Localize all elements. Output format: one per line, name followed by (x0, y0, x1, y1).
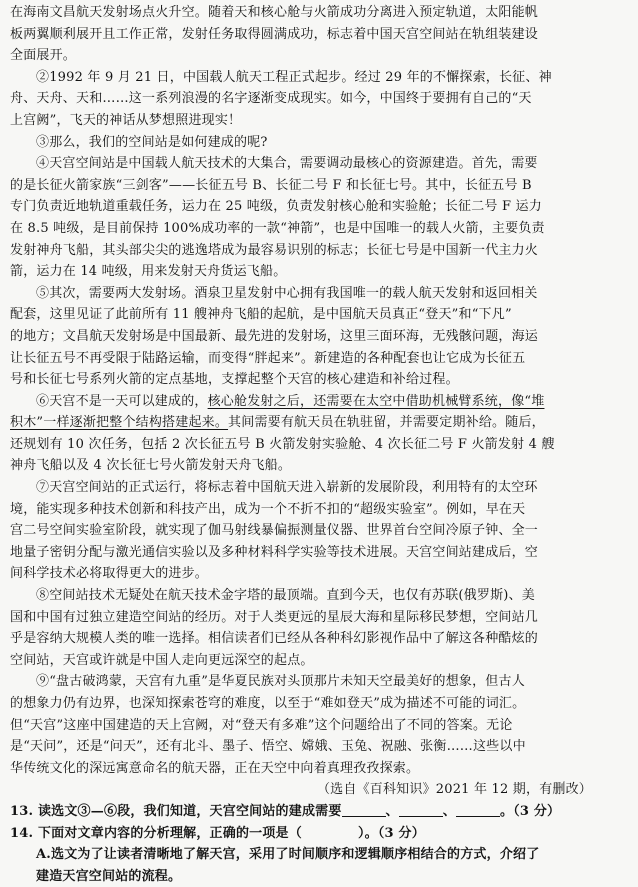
text-line: 号和长征七号系列火箭的定点基地，支撑起整个天宫的核心建造和补给过程。 (10, 372, 459, 388)
text-line: 还规划有 10 次任务，包括 2 次长征五号 B 火箭发射实验舱、4 次长征二号 F 火箭发射 4 艘 (10, 436, 555, 452)
option-a (10, 844, 628, 887)
answer-blank[interactable] (456, 803, 500, 817)
text-line: 配套，这里见证了此前所有 11 艘神舟飞船的起航，是中国航天员真正“登天”和“下凡” (10, 307, 512, 323)
text-line: 的想象力仍有边界，也深知探索苍穹的难度，以至于“难如登天”成为描述不可能的词汇。 (10, 696, 526, 711)
text-line: 的地方；文昌航天发射场是中国最新、最先进的发射场，这里三面环海，无残骸问题，海运 (10, 328, 539, 344)
text-line: 空间站，天宫或许就是中国人走向更远深空的起点。 (10, 652, 314, 668)
option-line: 建造天宫空间站的流程。 (36, 868, 182, 884)
text-line: ⑨“盘古破鸿蒙，天宫有九重”是华夏民族对头顶那片未知天空最美好的想象，但古人 (36, 674, 525, 690)
text-line: ②1992 年 9 月 21 日，中国载人航天工程正式起步。经过 29 年的不懈探索，长征、神 (36, 69, 552, 85)
question-score: ）。（3 分） (357, 825, 425, 841)
text-line: 在 8.5 吨级，是目前保持 100%成功率的一款“神箭”，也是中国唯一的载人火箭，主要负责 (10, 220, 545, 236)
question-13 (10, 801, 628, 823)
text-line: ⑦天宫空间站的正式运行，将标志着中国航天进入崭新的发展阶段，利用特有的太空环 (36, 480, 538, 496)
text-line: 发射神舟飞船，其头部尖尖的逃逸塔成为最容易识别的标志；长征七号是中国新一代主力火 (10, 242, 539, 258)
text-line: ⑤其次，需要两大发射场。酒泉卫星发射中心拥有我国唯一的载人航天发射和返回相关 (36, 285, 538, 301)
underlined-text: 积木”一样逐渐把整个结构搭建起来。 (10, 415, 229, 431)
text-line: 全面展开。 (10, 48, 77, 64)
answer-blank[interactable] (399, 803, 443, 817)
text-line: 国和中国有过独立建造空间站的经历。对于人类更远的星辰大海和星际移民梦想，空间站几 (10, 609, 539, 625)
text-line: ④天宫空间站是中国载人航天技术的大集合，需要调动最核心的资源建造。首先，需要 (36, 156, 538, 172)
answer-blank[interactable] (342, 803, 386, 817)
text-line: 神舟飞船以及 4 次长征七号火箭发射天舟飞船。 (10, 458, 292, 474)
text-segment: 其间需要有航天员在轨驻留，并需要定期补给。随后， (228, 415, 545, 431)
text-line: ③那么，我们的空间站是如何建成的呢? (36, 134, 268, 150)
text-line: 让长征五号不再受限于陆路运输，而变得“胖起来”。新建造的各种配套也让它成为长征五 (10, 350, 526, 366)
text-line: 宫二号空间实验室阶段，就实现了伽马射线暴偏振测量仪器、世界首台空间冷原子钟、全一 (10, 523, 539, 539)
paragraph-7 (10, 477, 628, 585)
paragraph-5 (10, 283, 628, 391)
text-line: 上宫阙”，飞天的神话从梦想照进现实！ (10, 112, 242, 128)
text-line (10, 412, 628, 434)
paragraph-8 (10, 585, 628, 671)
paragraph-1 (10, 2, 628, 67)
option-line: A.选文为了让读者清晰地了解天宫，采用了时间顺序和逻辑顺序相结合的方式，介绍了 (36, 847, 540, 863)
text-line: 的是长征火箭家族“三剑客”——长征五号 B、长征二号 F 和长征七号。其中，长征五号 B (10, 177, 532, 193)
underlined-text: 核心舱发射之后，还需要在太空中借助机械臂系统，像“堆 (207, 393, 545, 409)
separator: 、 (442, 803, 456, 819)
separator: 、 (385, 803, 399, 819)
question-text: 13. 读选文③—⑥段，我们知道，天宫空间站的建成需要 (10, 803, 342, 819)
text-line: 箭，运力在 14 吨级，用来发射天舟货运飞船。 (10, 264, 287, 280)
text-segment: ⑥天宫不是一天可以建成的， (36, 393, 208, 409)
source-citation: （选自《百科知识》2021 年 12 期，有删改） (316, 782, 592, 798)
text-line: 板两翼顺利展开且工作正常，发射任务取得圆满成功，标志着中国天宫空间站在轨组装建设 (10, 26, 539, 42)
text-line: 专门负责近地轨道重载任务，运力在 25 吨级，负责发射核心舱和实验舱；长征二号 F 运力 (10, 199, 542, 215)
text-line: 间科学技术必将取得更大的进步。 (10, 566, 209, 582)
text-line: 但“天宫”这座中国建造的天上宫阙，对“登天有多难”这个问题给出了不同的答案。无论 (10, 717, 513, 733)
text-line: 在海南文昌航天发射场点火升空。随着天和核心舱与火箭成功分离进入预定轨道，太阳能帆 (10, 5, 539, 20)
text-line: 乎是容纳大规模人类的唯一选择。相信读者们已经从各种科幻影视作品中了解这各种酷炫的 (10, 631, 539, 647)
text-line: 是“天问”，还是“问天”，还有北斗、墨子、悟空、嫦娥、玉兔、祝融、张衡……这些以中 (10, 739, 526, 755)
paragraph-6 (10, 391, 628, 477)
paragraph-4 (10, 153, 628, 283)
text-line: 舟、天舟、天和……这一系列浪漫的名字逐渐变成现实。如今，中国终于要拥有自己的“天 (10, 91, 532, 107)
answer-slot[interactable] (302, 824, 358, 837)
text-line: 华传统文化的深远寓意命名的航天器，正在天空中向着真理孜孜探索。 (10, 760, 420, 776)
text-line (10, 391, 628, 413)
paragraph-2 (10, 67, 628, 132)
question-14 (10, 823, 628, 845)
paragraph-9 (10, 671, 628, 779)
question-text: 14. 下面对文章内容的分析理解，正确的一项是（ (10, 825, 302, 841)
question-score: 。（3 分） (499, 803, 561, 819)
text-line: ⑧空间站技术无疑处在航天技术金字塔的最顶端。直到今天，也仅有苏联(俄罗斯)、美 (36, 588, 535, 604)
text-line: 地量子密钥分配与激光通信实验以及多种材料科学实验等技术进展。天宫空间站建成后，空 (10, 544, 539, 560)
text-line: 境，能实现多种技术创新和科技产出，成为一个不折不扣的“超级实验室”。例如，早在天 (10, 501, 526, 517)
paragraph-3 (10, 132, 628, 154)
